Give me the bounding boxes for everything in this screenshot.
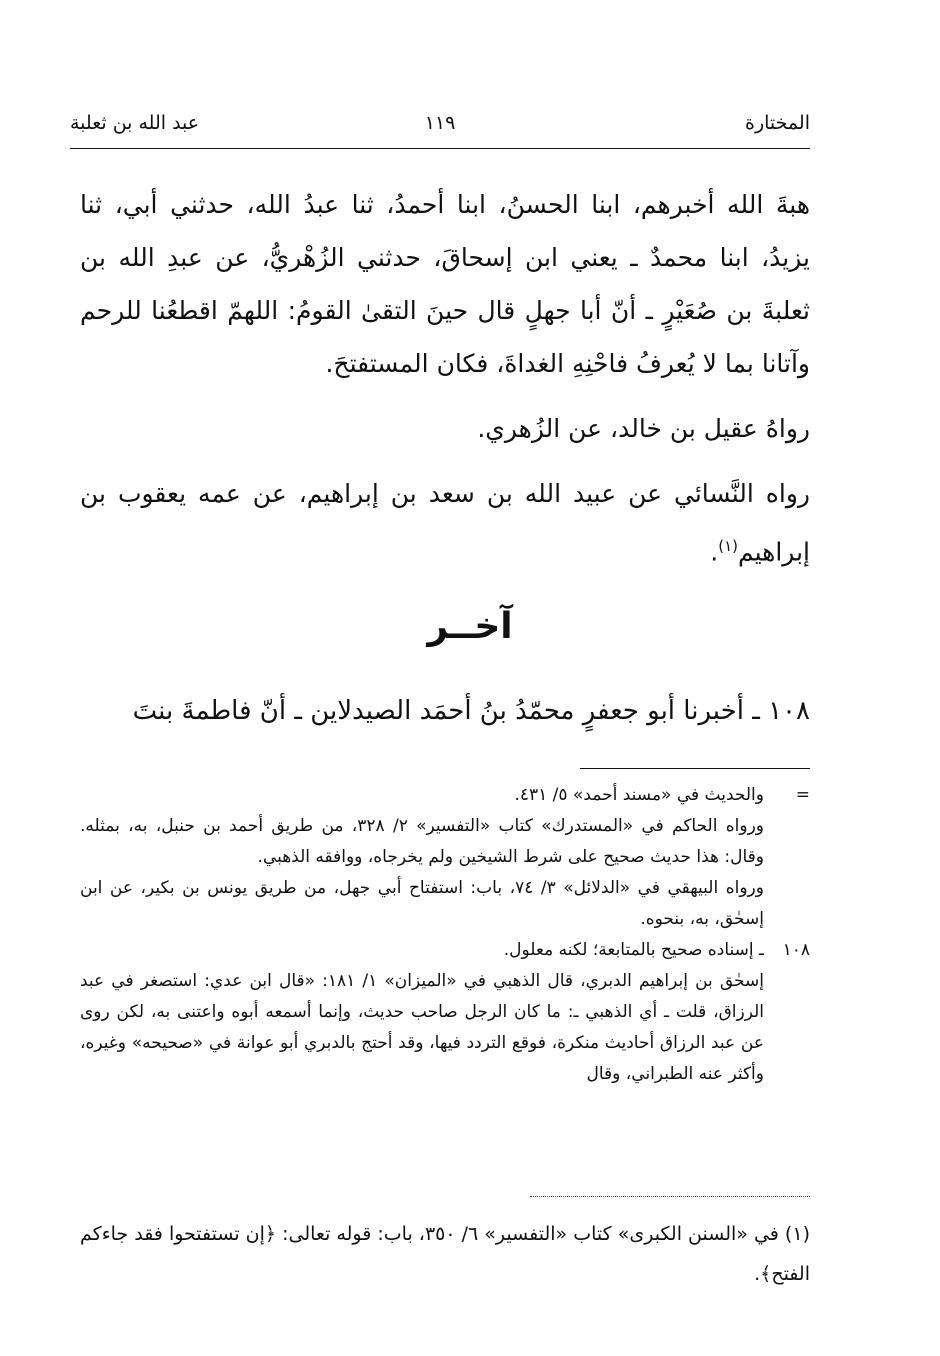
section-heading: آخــر (427, 606, 513, 647)
footnote-1: (١) في «السنن الكبرى» كتاب «التفسير» ٦/ ٣٥٠، باب: قوله تعالى: ﴿إن تستفتحوا فقد جاءكم الفتح﴾. (80, 1223, 810, 1285)
note-number: ١٠٨ (782, 940, 810, 960)
book-title: المختارة (745, 112, 810, 134)
running-header (70, 112, 810, 146)
note-line: والحديث في «مسند أحمد» ٥/ ٤٣١. (514, 785, 764, 805)
note-line: إسحٰق بن إبراهيم الدبري، قال الذهبي في «الميزان» ١/ ١٨١: «قال ابن عدي: استصغر في عبد الرزاق، قلت ـ أي الذهبي ـ: ما كان الرجل صاحب حديث، وإنما أسمعه أبوه واعتنى به، لكن روى عن عبد الرزاق أحاديث منكرة، فوقع التردد فيها، وقد أحتج بالدبري أبو عوانة في «صحيحه» وغيره، وأكثر عنه الطبراني، وقال (80, 971, 764, 1084)
notes-separator (580, 768, 810, 769)
paragraph-riwaya-nasai-text: رواه النَّسائي عن عبيد الله بن سعد بن إبراهيم، عن عمه يعقوب بن إبراهيم (80, 479, 810, 567)
page-number: ١١٩ (424, 112, 456, 134)
footnote-separator (530, 1196, 810, 1197)
section-title: عبد الله بن ثعلبة (70, 112, 200, 134)
footnote-reference: (١) (718, 537, 738, 555)
annotation-notes (80, 780, 810, 1090)
header-rule (70, 148, 810, 149)
paragraph-riwaya-nasai (80, 467, 810, 578)
note-108 (80, 935, 810, 1090)
paragraph-riwaya-aqil: رواهُ عقيل بن خالد، عن الزُهري. (477, 414, 810, 443)
paragraph-end-dot: . (710, 537, 719, 567)
note-continuation (80, 780, 810, 935)
note-line: ورواه البيهقي في «الدلائل» ٣/ ٧٤، باب: استفتاح أبي جهل، من طريق يونس بن بكير، عن ابن إسحٰق، به، بنحوه. (80, 878, 764, 929)
hadith-entry-108: ١٠٨ ـ أخبرنا أبو جعفرٍ محمّدُ بنُ أحمَد الصيدلاين ـ أنّ فاطمةَ بنتَ (132, 696, 810, 726)
main-text (80, 178, 810, 578)
paragraph-isnad: هبةَ الله أخبرهم، ابنا الحسنُ، ابنا أحمدُ، ثنا عبدُ الله، حدثني أبي، ثنا يزيدُ، ابنا محمدٌ ـ يعني ابن إسحاقَ، حدثني الزُهْريُّ، عن عبدِ الله بن ثعلبةَ بن صُعَيْرٍ ـ أنّ أبا جهلٍ قال حينَ التقىٰ القومُ: اللهمّ اقطعُنا للرحم وآتانا بما لا يُعرفُ فاحْنِهِ الغداةَ، فكان المستفتحَ. (80, 190, 810, 378)
note-line: ورواه الحاكم في «المستدرك» كتاب «التفسير» ٢/ ٣٢٨، من طريق أحمد بن حنبل، به، بمثله. وقال: هذا حديث صحيح على شرط الشيخين ولم يخرجاه، ووافقه الذهبي. (80, 816, 765, 867)
note-continuation-text (80, 780, 764, 935)
continuation-marker: = (795, 785, 810, 805)
note-line: ـ إسناده صحيح بالمتابعة؛ لكنه معلول. (503, 940, 764, 960)
note-108-text (80, 935, 764, 1090)
